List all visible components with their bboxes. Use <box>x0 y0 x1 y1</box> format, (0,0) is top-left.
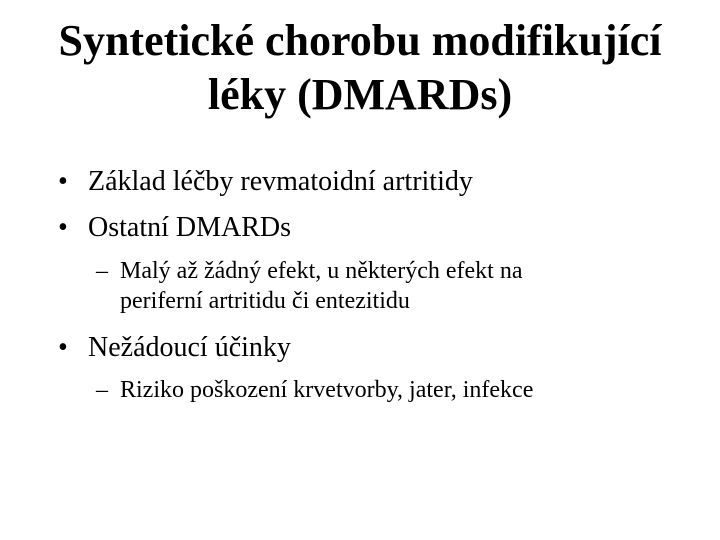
bullet-marker: • <box>58 212 68 243</box>
sub-text <box>120 256 640 316</box>
bullet-text: Ostatní DMARDs <box>88 212 292 243</box>
bullet-text: Nežádoucí účinky <box>88 332 291 363</box>
sub-text-line-1: Malý až žádný efekt, u některých efekt na <box>120 258 523 284</box>
slide-title-line-1: Syntetické chorobu modifikující <box>58 16 662 65</box>
bullet-marker: • <box>58 166 68 197</box>
bullet-marker: • <box>58 332 68 363</box>
sub-text-line-2: periferní artritidu či entezitidu <box>120 288 410 314</box>
bullet-text: Základ léčby revmatoidní artritidy <box>88 166 473 197</box>
sub-text <box>120 375 640 405</box>
sub-marker: – <box>96 377 108 403</box>
sub-marker: – <box>96 258 108 284</box>
slide-title-line-2: léky (DMARDs) <box>207 70 513 119</box>
sub-text-line-1: Riziko poškození krvetvorby, jater, infekce <box>120 377 534 403</box>
